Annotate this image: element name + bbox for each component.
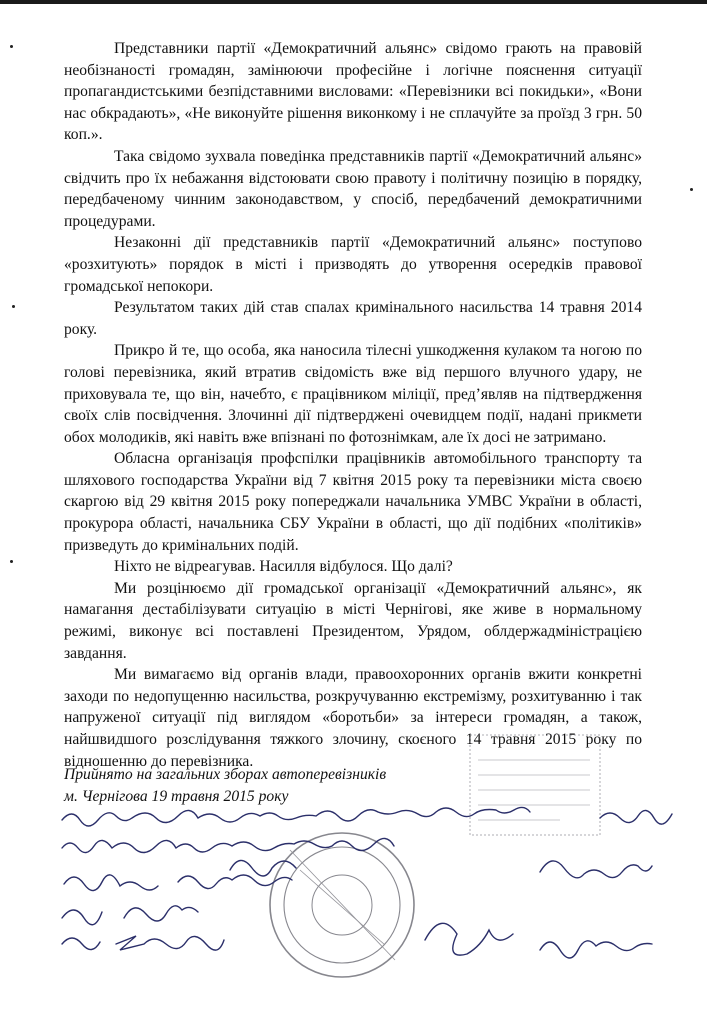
paragraph: Прикро й те, що особа, яка наносила тілесні ушкодження кулаком та ногою по голові перевізника, який втратив свідомість вже від першого влучного удару, не приховувала те, що він, начебто, є працівником міліції, пред’являв на підтвердження своїх слів посвідчення. Злочинні дії підтверджені очевидцем події, надані прикмети обох молодиків, які навіть вже впізнані по фотознімкам, але їх досі не затримано. bbox=[64, 342, 642, 446]
paragraph: Така свідомо зухвала поведінка представників партії «Демократичний альянс» свідчить про їх небажання відстоювати свою правоту і політичну позицію в порядку, передбаченому чинним законодавством, у спосіб, передбачений демократичними процедурами. bbox=[64, 147, 642, 230]
paragraph: Обласна організація профспілки працівників автомобільного транспорту та шляхового господарства України від 7 квітня 2015 року та перевізники міста своєю скаргою від 29 квітня 2015 року попереджали начальника УМВС України в області, прокурора області, начальника СБУ України в області, що дії подібних «політиків» призведуть до кримінальних подій. bbox=[64, 450, 642, 554]
round-stamp bbox=[270, 833, 414, 977]
adoption-line-2: м. Чернігова 19 травня 2015 року bbox=[64, 787, 289, 805]
paragraph: Незаконні дії представників партії «Демократичний альянс» поступово «розхитують» порядок в місті і призводять до утворення осередків правової громадської непокори. bbox=[64, 234, 642, 295]
paragraph: Ми розцінюємо дії громадської організації «Демократичний альянс», як намагання дестабілізувати ситуацію в місті Чернігові, яке живе в нормальному режимі, виконує всі поставлені Президентом, Урядом, облдержадміністрацією завдання. bbox=[64, 579, 642, 662]
paragraph: Ми вимагаємо від органів влади, правоохоронних органів вжити конкретні заходи по недопущенню насильства, розкручуванню екстремізму, розхитуванню і так напруженої ситуації під виглядом «боротьби» за інтереси громадян, а також, найшвидшого розслідування тяжкого злочину, скоєного 14 травня 2015 року по відношенню до перевізника. bbox=[64, 666, 642, 770]
paragraph: Результатом таких дій став спалах кримінального насильства 14 травня 2014 року. bbox=[64, 299, 642, 338]
handwritten-lines bbox=[62, 807, 672, 958]
paragraph: Представники партії «Демократичний альянс» свідомо грають на правовій необізнаності громадян, замінюючи професійне і логічне пояснення ситуації пропагандистськими безпідставними висловами: «Перевізники всі покидьки», «Вони нас обкрадають», «Не виконуйте рішення виконкому і не сплачуйте за проїзд 3 грн. 50 коп.». bbox=[64, 40, 642, 144]
paragraph: Ніхто не відреагував. Насилля відбулося. Що далі? bbox=[114, 558, 453, 576]
adoption-line-1: Прийнято на загальних зборах автоперевізників bbox=[64, 766, 387, 783]
stamp-top-right bbox=[470, 735, 600, 835]
